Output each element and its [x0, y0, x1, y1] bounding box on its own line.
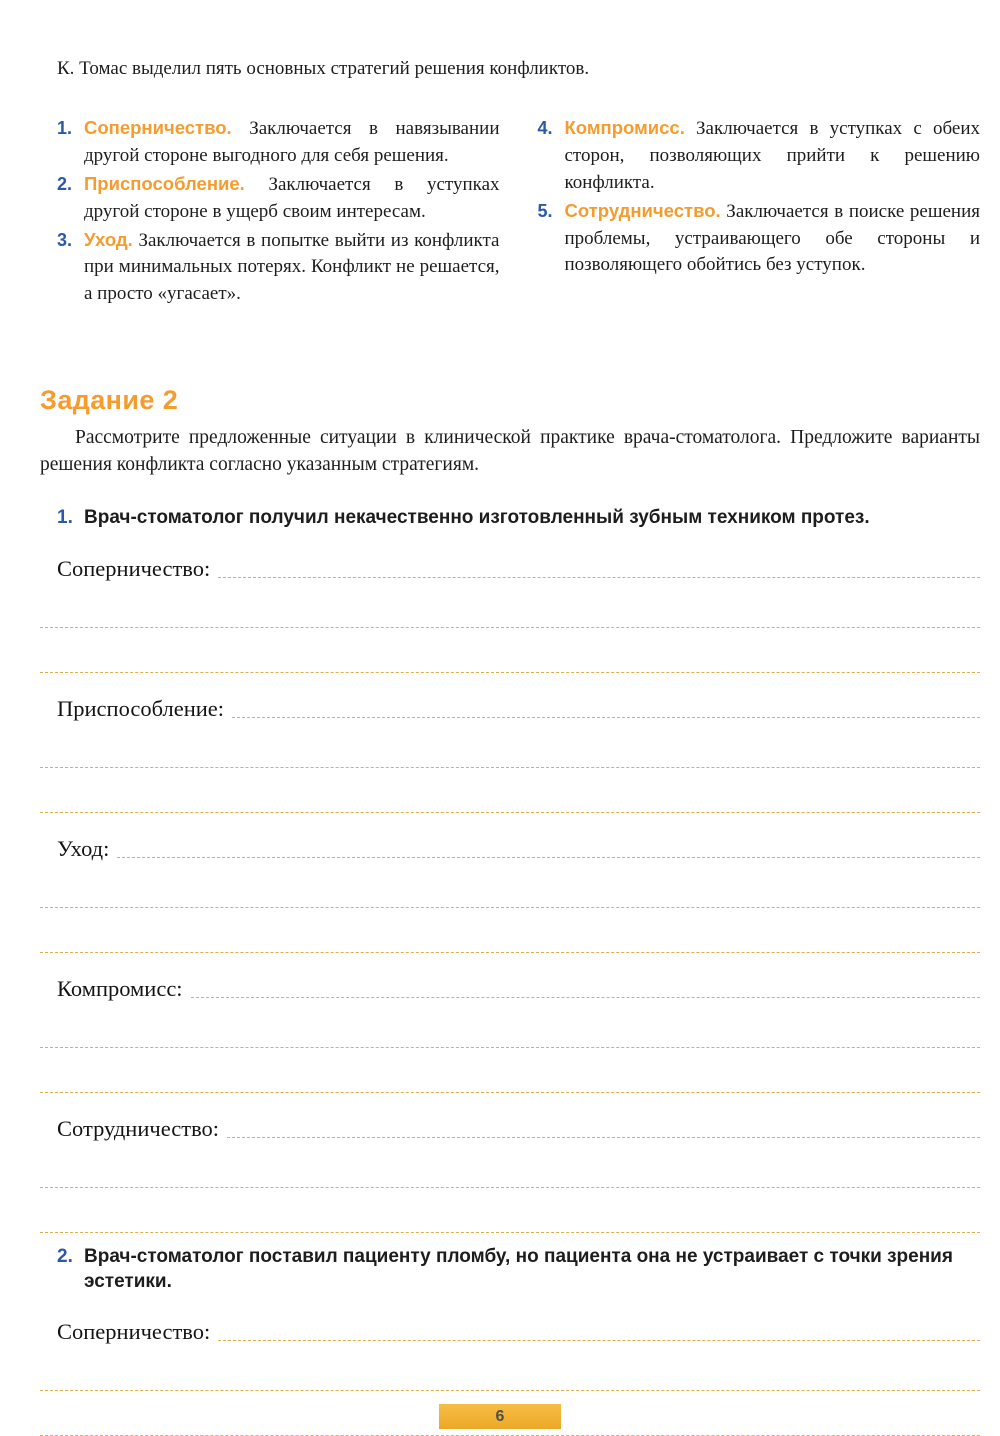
writing-line — [40, 863, 980, 908]
writing-line — [40, 1188, 980, 1233]
answer-block-competition — [40, 533, 980, 673]
strategy-name: Приспособление. — [84, 172, 245, 194]
writing-line — [40, 723, 980, 768]
strategy-number: 2. — [57, 173, 73, 194]
answer-block-avoidance — [40, 813, 980, 953]
situation-number: 1. — [57, 507, 73, 529]
strategies-list — [57, 115, 980, 310]
page-number: 6 — [495, 1407, 505, 1425]
writing-line — [40, 1003, 980, 1048]
situation-text: Врач-стоматолог получил некачественно изготовленный зубным техником протез. — [84, 507, 870, 529]
strategy-item-avoidance — [57, 227, 500, 309]
strategy-text: Заключается в поиске решения проблемы, устраивающего обе стороны и позволяющего обойтись без уступок. — [564, 200, 980, 276]
strategy-name: Соперничество. — [84, 116, 232, 138]
writing-line — [40, 768, 980, 813]
answer-label-row — [40, 813, 980, 863]
answer-label-accommodation: Приспособление: — [57, 695, 225, 721]
strategy-number: 3. — [57, 229, 73, 250]
strategy-number: 4. — [537, 117, 553, 138]
intro-paragraph: К. Томас выделил пять основных стратегий решения конфликтов. — [57, 58, 590, 79]
writing-line — [40, 1048, 980, 1093]
answer-label-row — [40, 953, 980, 1003]
writing-line — [218, 1340, 980, 1341]
strategy-name: Уход. — [84, 228, 133, 250]
writing-line — [40, 583, 980, 628]
strategy-text: Заключается в уступках другой стороне в ущерб своим интересам. — [84, 173, 500, 222]
strategy-number: 1. — [57, 117, 73, 138]
strategy-text: Заключается в уступках с обеих сторон, позволяющих прийти к решению конфликта. — [564, 117, 980, 193]
answer-label-compromise: Компромисс: — [57, 975, 183, 1001]
task-title: Задание 2 — [40, 385, 179, 416]
answer-block-compromise — [40, 953, 980, 1093]
page-number-badge — [439, 1404, 561, 1429]
strategy-name: Компромисс. — [564, 116, 685, 138]
strategy-text: Заключается в попытке выйти из конфликта при минимальных потерях. Конфликт не решается, а просто «угасает». — [84, 229, 500, 305]
strategy-name: Сотрудничество. — [564, 199, 721, 221]
strategy-item-competition — [57, 115, 500, 170]
task-instruction: Рассмотрите предложенные ситуации в клинической практике врача-стоматолога. Предложите варианты решения конфликта согласно указанным стратегиям. — [40, 427, 980, 476]
answer-label-row — [40, 533, 980, 583]
writing-line — [191, 997, 980, 998]
answer-label-avoidance: Уход: — [57, 835, 110, 861]
writing-line — [40, 908, 980, 953]
answer-block-collaboration — [40, 1093, 980, 1233]
writing-line — [40, 1143, 980, 1188]
answer-block-accommodation — [40, 673, 980, 813]
answer-label-row — [40, 1093, 980, 1143]
answer-label-competition: Соперничество: — [57, 555, 211, 581]
writing-line — [40, 1346, 980, 1391]
strategy-item-collaboration — [538, 198, 981, 280]
situation-text: Врач-стоматолог поставил пациенту пломбу, но пациента она не устраивает с точки зрения эстетики. — [84, 1245, 953, 1292]
writing-line — [117, 857, 980, 858]
answer-label-row — [40, 673, 980, 723]
writing-line — [227, 1137, 980, 1138]
situation-number: 2. — [57, 1245, 73, 1267]
strategy-number: 5. — [537, 200, 553, 221]
writing-line — [232, 717, 980, 718]
situation-2 — [57, 1245, 980, 1294]
answer-label-competition: Соперничество: — [57, 1319, 211, 1345]
strategy-item-compromise — [538, 115, 981, 197]
answer-label-row — [40, 1296, 980, 1346]
strategy-text: Заключается в навязывании другой стороне выгодного для себя решения. — [84, 117, 500, 166]
answer-label-collaboration: Сотрудничество: — [57, 1115, 220, 1141]
writing-line — [40, 628, 980, 673]
strategy-item-accommodation — [57, 171, 500, 226]
strategies-column-left — [57, 115, 500, 310]
answers-situation-1 — [40, 533, 980, 1233]
situation-1 — [57, 506, 980, 531]
writing-line — [218, 577, 980, 578]
strategies-column-right — [538, 115, 981, 310]
